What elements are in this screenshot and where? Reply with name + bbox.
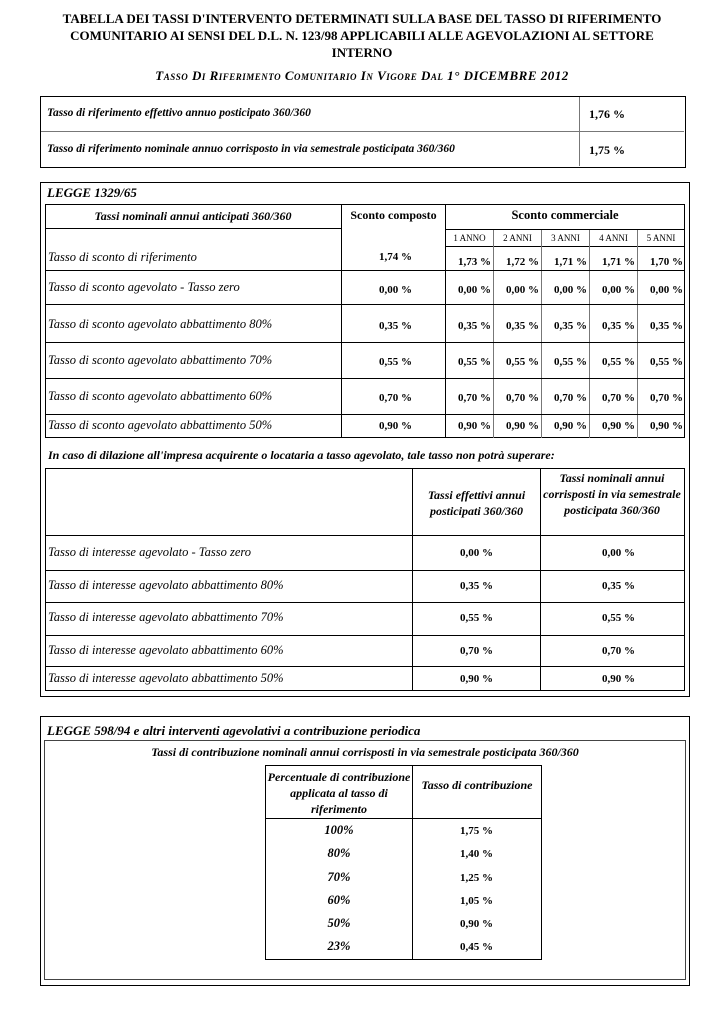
contribuzione-pct: 80% [327,846,351,860]
sconto-comm-value: 0,70 % [458,392,491,404]
sconto-comm-value: 1,71 % [554,256,587,268]
reference-value-effettivo: 1,76 % [589,107,625,121]
dilazione-value-nominale: 0,90 % [602,673,635,685]
dilazione-value-nominale: 0,35 % [602,580,635,592]
sconto-row-label: Tasso di sconto di riferimento [48,250,197,264]
sconto-comm-value: 0,35 % [602,320,635,332]
contribuzione-pct: 100% [324,823,354,837]
contribuzione-pct: 23% [327,939,351,953]
sconto-comm-value: 0,70 % [602,392,635,404]
document-subtitle [40,68,684,84]
col-header-sconto-commerciale: Sconto commerciale [511,208,619,222]
sconto-composto-value: 0,35 % [379,320,412,332]
sconto-comm-value: 0,35 % [650,320,683,332]
sconto-comm-value: 1,71 % [602,256,635,268]
reference-label-nominale: Tasso di riferimento nominale annuo corrisposto in via semestrale posticipata 360/360 [47,143,455,155]
contribuzione-rate: 0,90 % [460,918,493,930]
sconto-comm-value: 0,70 % [506,392,539,404]
sconto-comm-value: 0,35 % [458,320,491,332]
dilazione-value-nominale: 0,70 % [602,645,635,657]
subtitle-text: Tasso Di Riferimento Comunitario In Vigore Dal 1° DICEMBRE 2012 [155,68,569,83]
sconto-comm-value: 0,70 % [554,392,587,404]
reference-value-nominale: 1,75 % [589,143,625,157]
contribuzione-rate: 1,75 % [460,825,493,837]
contribuzione-col-percentuale: Percentuale di contribuzione applicata al tasso di riferimento [267,770,411,816]
sconto-comm-value: 0,55 % [650,356,683,368]
sconto-comm-value: 0,90 % [458,420,491,432]
dilazione-value-nominale: 0,00 % [602,547,635,559]
sconto-comm-value: 0,35 % [506,320,539,332]
contribuzione-rate: 1,05 % [460,895,493,907]
sconto-composto-value: 0,70 % [379,392,412,404]
sconto-comm-value: 0,70 % [650,392,683,404]
sconto-comm-value: 0,00 % [650,284,683,296]
col-header-tassi-nominali: Tassi nominali annui anticipati 360/360 [94,209,292,223]
sconto-comm-value: 0,90 % [602,420,635,432]
sconto-composto-value: 0,00 % [379,284,412,296]
contribuzione-pct: 60% [327,893,351,907]
sconto-comm-value: 0,90 % [554,420,587,432]
year-header-4: 4 ANNI [599,233,628,243]
dilazione-row-label: Tasso di interesse agevolato - Tasso zero [48,545,252,559]
sconto-row-label: Tasso di sconto agevolato abbattimento 70% [48,353,273,367]
dilazione-row-label: Tasso di interesse agevolato abbattimento 60% [48,643,284,657]
contribuzione-rate: 0,45 % [460,941,493,953]
document-title: TABELLA DEI TASSI D'INTERVENTO DETERMINATI SULLA BASE DEL TASSO DI RIFERIMENTO COMUNITARIO AI SENSI DEL D.L. N. 123/98 APPLICABILI ALLE AGEVOLAZIONI AL SETTORE INTERNO [62,11,662,60]
sconto-comm-value: 0,55 % [602,356,635,368]
sconto-comm-value: 0,55 % [506,356,539,368]
col-header-sconto-composto: Sconto composto [350,208,437,222]
contribuzione-pct: 70% [327,870,351,884]
sconto-comm-value: 1,72 % [506,256,539,268]
dilazione-value-effettivo: 0,70 % [460,645,493,657]
dilazione-row-label: Tasso di interesse agevolato abbattimento 80% [48,578,284,592]
year-header-5: 5 ANNI [646,233,676,243]
dilazione-value-effettivo: 0,35 % [460,580,493,592]
sconto-composto-value: 1,74 % [379,251,412,263]
sconto-comm-value: 0,55 % [554,356,587,368]
legge-1329-title: LEGGE 1329/65 [47,185,137,200]
contribuzione-rate: 1,40 % [460,848,493,860]
sconto-comm-value: 0,90 % [650,420,683,432]
contribuzione-rate: 1,25 % [460,872,493,884]
sconto-comm-value: 0,00 % [554,284,587,296]
reference-label-effettivo: Tasso di riferimento effettivo annuo posticipato 360/360 [47,107,311,119]
sconto-row-label: Tasso di sconto agevolato - Tasso zero [48,280,240,294]
sconto-comm-value: 0,00 % [602,284,635,296]
sconto-comm-value: 1,70 % [650,256,683,268]
sconto-comm-value: 0,35 % [554,320,587,332]
sconto-comm-value: 1,73 % [458,256,491,268]
dilazione-value-nominale: 0,55 % [602,612,635,624]
sconto-row-label: Tasso di sconto agevolato abbattimento 50% [48,418,273,432]
year-header-3: 3 ANNI [551,233,580,243]
dilazione-col-effettivi: Tassi effettivi annui posticipati 360/360 [427,488,526,518]
reference-rates-box [40,96,686,168]
dilazione-row-label: Tasso di interesse agevolato abbattimento 70% [48,610,284,624]
dilazione-row-label: Tasso di interesse agevolato abbattimento 50% [48,671,284,685]
sconto-composto-value: 0,90 % [379,420,412,432]
year-header-2: 2 ANNI [503,233,532,243]
sconto-comm-value: 0,90 % [506,420,539,432]
sconto-composto-value: 0,55 % [379,356,412,368]
sconto-comm-value: 0,00 % [506,284,539,296]
dilazione-value-effettivo: 0,55 % [460,612,493,624]
year-header-1: 1 ANNO [453,233,486,243]
contribuzione-col-tasso: Tasso di contribuzione [421,778,533,792]
legge-598-title: LEGGE 598/94 e altri interventi agevolativi a contribuzione periodica [47,723,421,738]
dilazione-note: In caso di dilazione all'impresa acquirente o locataria a tasso agevolato, tale tasso non potrà superare: [48,448,555,462]
sconto-row-label: Tasso di sconto agevolato abbattimento 80% [48,317,273,331]
dilazione-value-effettivo: 0,90 % [460,673,493,685]
contribuzione-pct: 50% [327,916,351,930]
dilazione-col-nominali: Tassi nominali annui corrisposti in via semestrale posticipata 360/360 [543,471,681,517]
legge-598-subtitle: Tassi di contribuzione nominali annui corrisposti in via semestrale posticipata 360/360 [151,745,579,759]
sconto-comm-value: 0,00 % [458,284,491,296]
dilazione-value-effettivo: 0,00 % [460,547,493,559]
sconto-comm-value: 0,55 % [458,356,491,368]
sconto-row-label: Tasso di sconto agevolato abbattimento 60% [48,389,273,403]
